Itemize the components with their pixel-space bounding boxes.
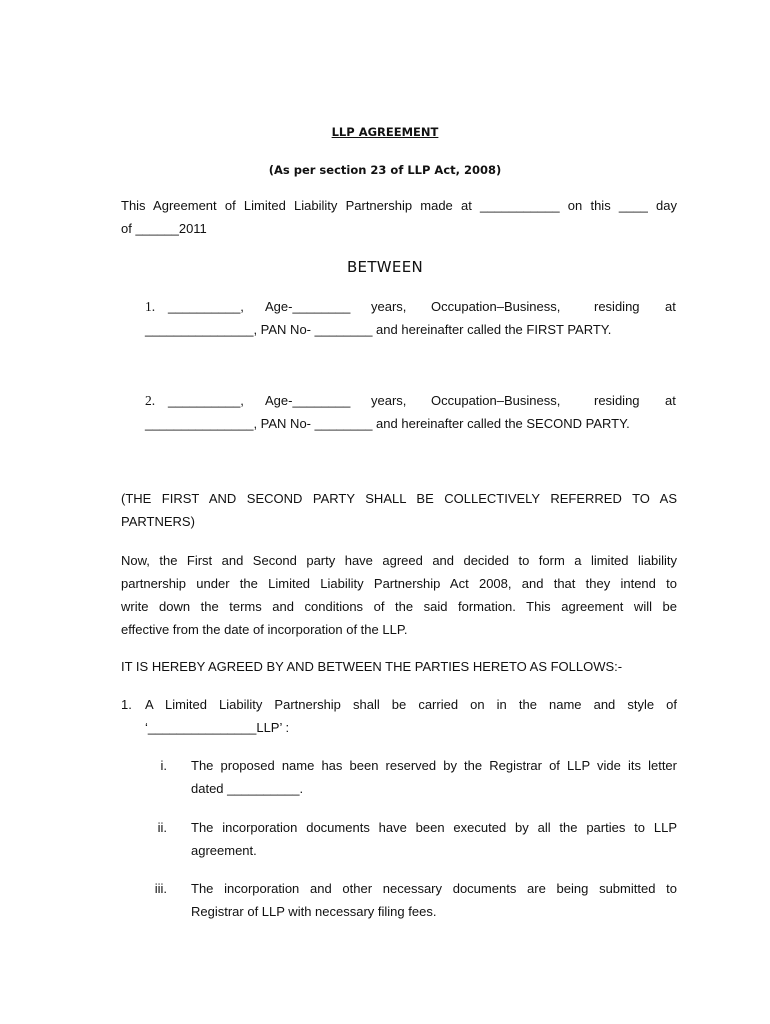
sub-clause-i-line-1: The proposed name has been reserved by the Registrar of LLP vide its letter: [191, 758, 677, 773]
sub-clause-ii-line-2: agreement.: [191, 843, 257, 858]
between-heading: BETWEEN: [346, 258, 424, 276]
party-1-number: 1.: [145, 299, 156, 314]
party-2-age: Age-________: [265, 393, 351, 408]
clause-1-line-1: A Limited Liability Partnership shall be carried on in the name and style of: [145, 697, 677, 712]
party-2-at: at: [665, 393, 676, 408]
sub-clause-iii-line-1: The incorporation and other necessary documents are being submitted to: [191, 881, 677, 896]
purpose-line-2: partnership under the Limited Liability Partnership Act 2008, and that they intend to: [121, 576, 677, 591]
party-1-at: at: [665, 299, 676, 314]
purpose-line-1: Now, the First and Second party have agreed and decided to form a limited liability: [121, 553, 677, 568]
purpose-line-4: effective from the date of incorporation of the LLP.: [121, 622, 408, 637]
intro-line-2: of ______2011: [121, 221, 207, 236]
sub-clause-iii-line-2: Registrar of LLP with necessary filing fees.: [191, 904, 437, 919]
purpose-line-3: write down the terms and conditions of the said formation. This agreement will be: [121, 599, 677, 614]
party-1-residing: residing: [594, 299, 640, 314]
party-2-residing: residing: [594, 393, 640, 408]
sub-clause-iii-numeral: iii.: [154, 881, 167, 896]
party-1-years: years,: [371, 299, 407, 314]
party-2-name-blank: __________,: [168, 393, 244, 408]
clause-1-line-2: ‘_______________LLP’ :: [145, 720, 290, 735]
collective-note-line-1: (THE FIRST AND SECOND PARTY SHALL BE COLLECTIVELY REFERRED TO AS: [121, 491, 677, 506]
party-1-name-blank: __________,: [168, 299, 244, 314]
party-1-occupation: Occupation–Business,: [431, 299, 561, 314]
party-1-age: Age-________: [265, 299, 351, 314]
party-1-line-2: _______________, PAN No- ________ and hereinafter called the FIRST PARTY.: [145, 322, 612, 337]
document-subtitle: (As per section 23 of LLP Act, 2008): [268, 163, 502, 177]
party-2-years: years,: [371, 393, 407, 408]
sub-clause-i-numeral: i.: [160, 758, 167, 773]
sub-clause-ii-line-1: The incorporation documents have been executed by all the parties to LLP: [191, 820, 677, 835]
clause-1-number: 1.: [121, 697, 132, 712]
party-2-line-2: _______________, PAN No- ________ and hereinafter called the SECOND PARTY.: [145, 416, 630, 431]
agreed-heading: IT IS HEREBY AGREED BY AND BETWEEN THE PARTIES HERETO AS FOLLOWS:-: [121, 659, 623, 674]
party-2-number: 2.: [145, 393, 156, 408]
document-title: LLP AGREEMENT: [331, 125, 439, 139]
party-2-occupation: Occupation–Business,: [431, 393, 561, 408]
sub-clause-ii-numeral: ii.: [157, 820, 167, 835]
collective-note-line-2: PARTNERS): [121, 514, 195, 529]
intro-line-1: This Agreement of Limited Liability Partnership made at ___________ on this ____ day: [121, 198, 677, 213]
sub-clause-i-line-2: dated __________.: [191, 781, 304, 796]
